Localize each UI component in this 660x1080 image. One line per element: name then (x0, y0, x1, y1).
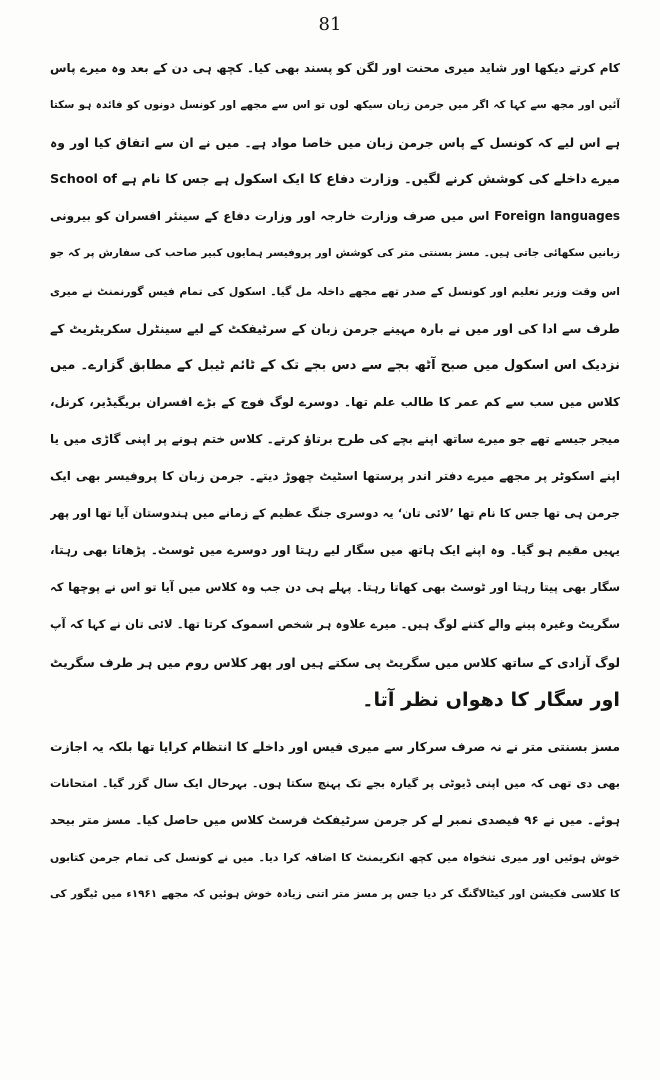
text-line: بھی دی تھی کہ میں اپنی ڈیوٹی پر گیارہ بجے تک پہنچ سکتا ہوں۔ بہرحال ایک سال گزر گیا۔ امتحانات (50, 776, 620, 790)
paragraph (50, 728, 620, 913)
text-line: کا کلاسی فکیشن اور کیٹالاگنگ کر دیا جس پر مسز متر اتنی زیادہ خوش ہوئیں کہ مجھے ۱۹۶۱ء میں ٹیگور کی (50, 888, 620, 901)
text-line: اس وقت وزیر تعلیم اور کونسل کے صدر تھے مجھے داخلہ مل گیا۔ اسکول کی تمام فیس گورنمنٹ نے میری (50, 284, 620, 298)
text-line: ہوئے۔ میں نے ۹۶ فیصدی نمبر لے کر جرمن سرٹیفکٹ فرسٹ کلاس میں حاصل کیا۔ مسز متر بیحد (50, 812, 620, 827)
text-line: آئیں اور مجھ سے کہا کہ اگر میں جرمن زبان سیکھ لوں تو اس سے مجھے اور کونسل دونوں کو فائدہ ہو سکتا (50, 99, 620, 112)
text-line: مسز بسنتی متر نے نہ صرف سرکار سے میری فیس اور داخلے کا انتظام کرایا تھا بلکہ یہ اجازت (50, 738, 620, 754)
paragraph (50, 50, 620, 718)
text-line: میجر جیسے تھے جو میرے ساتھ اپنے بچے کی طرح برتاؤ کرتے۔ کلاس ختم ہونے پر اپنی گاڑی میں یا (50, 431, 620, 446)
text-line: یہیں مقیم ہو گیا۔ وہ اپنے ایک ہاتھ میں سگار لیے رہتا اور دوسرے میں ٹوسٹ۔ پڑھاتا بھی رہتا، (50, 543, 620, 558)
text-line: لوگ آزادی کے ساتھ کلاس میں سگریٹ پی سکتے ہیں اور پھر کلاس روم میں ہر طرف سگریٹ (50, 654, 620, 670)
paragraph-spacer (50, 718, 620, 728)
text-line: کلاس میں سب سے کم عمر کا طالب علم تھا۔ دوسرے لوگ فوج کے بڑے افسران بریگیڈیر، کرنل، (50, 394, 620, 409)
text-line: Foreign languages اس میں صرف وزارت خارجہ اور وزارت دفاع کے سینئر افسران کو بیرونی (50, 209, 620, 224)
text-line: سگار بھی پیتا رہتا اور ٹوسٹ بھی کھاتا رہتا۔ پہلے ہی دن جب وہ کلاس میں آیا تو اس نے پوچھا کہ (50, 580, 620, 595)
text-line: ہے اس لیے کہ کونسل کے پاس جرمن زبان میں خاصا مواد ہے۔ میں نے ان سے اتفاق کیا اور وہ (50, 135, 620, 151)
text-line: زبانیں سکھائی جاتی ہیں۔ مسز بسنتی متر کی کوشش اور پروفیسر ہمایوں کبیر صاحب کی سفارش پر کہ جو (50, 247, 620, 260)
text-line: طرف سے ادا کی اور میں نے بارہ مہینے جرمن زبان کے سرٹیفکٹ کے لیے سینٹرل سکریٹریٹ کے (50, 320, 620, 336)
text-line: جرمن ہی تھا جس کا نام تھا ’لائی تان‘ یہ دوسری جنگ عظیم کے زمانے میں ہندوستان آیا تھا اور پھر (50, 506, 620, 521)
text-line: کام کرتے دیکھا اور شاید میری محنت اور لگن کو پسند بھی کیا۔ کچھ ہی دن کے بعد وہ میرے پاس (50, 61, 620, 75)
text-line: میرے داخلے کی کوشش کرنے لگیں۔ وزارت دفاع کا ایک اسکول ہے جس کا نام ہے School of (50, 172, 620, 188)
text-line: سگریٹ وغیرہ پینے والے کتنے لوگ ہیں۔ میرے علاوہ ہر شخص اسموک کرتا تھا۔ لائی تان نے کہا کہ آپ (50, 617, 620, 632)
page-number: 81 (318, 14, 342, 35)
text-line: اپنے اسکوٹر پر مجھے میرے دفتر اندر پرستھا اسٹیٹ چھوڑ دیتے۔ جرمن زبان کا پروفیسر بھی ایک (50, 469, 620, 484)
text-line: نزدیک اس اسکول میں صبح آٹھ بجے سے دس بجے تک کے ٹائم ٹیبل کے مطابق گزارے۔ میں (50, 357, 620, 373)
page-body-text (50, 50, 620, 913)
text-line: خوش ہوئیں اور میری تنخواہ میں کچھ انکریمنٹ کا اضافہ کرا دیا۔ میں نے کونسل کی تمام جرمن کتابوں (50, 850, 620, 864)
text-line: اور سگار کا دھواں نظر آتا۔ (362, 687, 620, 711)
